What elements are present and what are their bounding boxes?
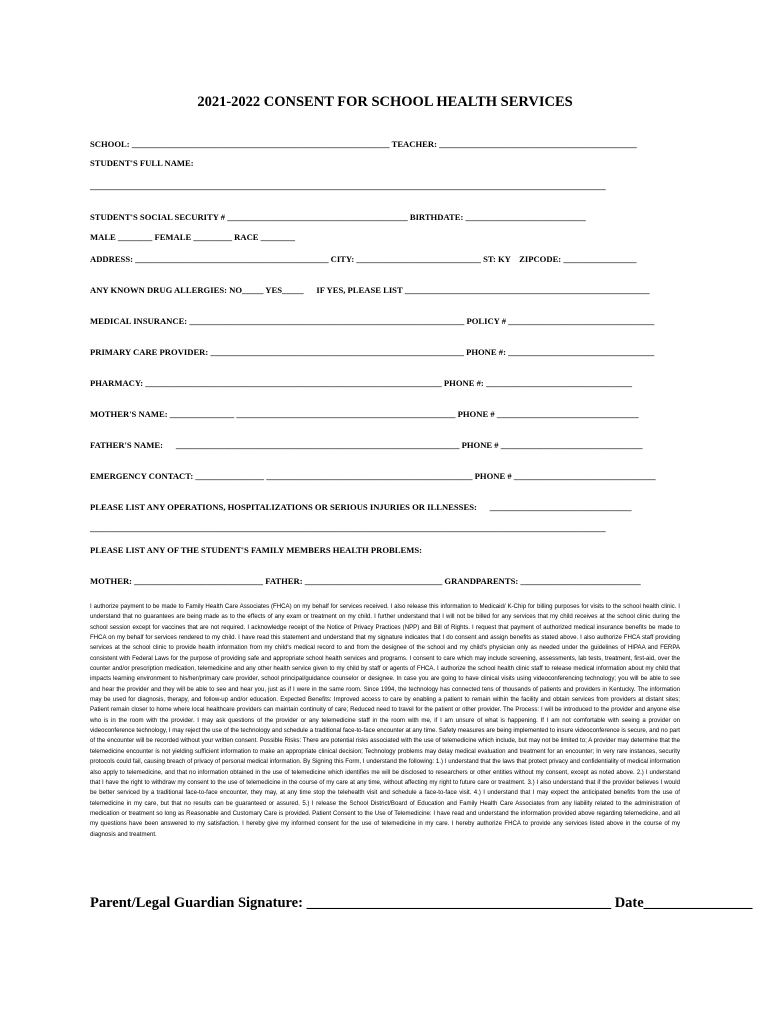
signature-line[interactable]: Parent/Legal Guardian Signature: __________________________________________ Date_______________ [90, 895, 753, 911]
family-members-line[interactable]: MOTHER: ______________________________ FATHER: ________________________________ GRANDPARENTS: ____________________________ [90, 576, 641, 586]
ssn-birthdate-line[interactable]: STUDENT'S SOCIAL SECURITY # __________________________________________ BIRTHDATE: ____________________________ [90, 212, 586, 222]
mother-name-line[interactable]: MOTHER'S NAME: _______________ ___________________________________________________ PHONE # _________________________________ [90, 409, 639, 419]
allergies-line[interactable]: ANY KNOWN DRUG ALLERGIES: NO_____ YES_____ IF YES, PLEASE LIST _________________________________________________________ [90, 285, 650, 295]
operations-field[interactable]: ________________________________________________________________________________________________________________________ [90, 523, 606, 533]
insurance-line[interactable]: MEDICAL INSURANCE: ________________________________________________________________ POLICY # __________________________________ [90, 316, 655, 326]
school-teacher-line[interactable]: SCHOOL: ____________________________________________________________ TEACHER: ______________________________________________ [90, 139, 637, 149]
emergency-contact-line[interactable]: EMERGENCY CONTACT: ________________ ________________________________________________ PHONE # _________________________________ [90, 471, 656, 481]
document-title: 2021-2022 CONSENT FOR SCHOOL HEALTH SERVICES [197, 94, 573, 110]
gender-race-line[interactable]: MALE ________ FEMALE _________ RACE ________ [90, 232, 296, 242]
pharmacy-line[interactable]: PHARMACY: _____________________________________________________________________ PHONE #: __________________________________ [90, 378, 633, 388]
father-name-line[interactable]: FATHER'S NAME: __________________________________________________________________ PHONE # _________________________________ [90, 440, 643, 450]
family-health-label: PLEASE LIST ANY OF THE STUDENT'S FAMILY MEMBERS HEALTH PROBLEMS: [90, 545, 422, 555]
primary-care-line[interactable]: PRIMARY CARE PROVIDER: ___________________________________________________________ PHONE #: __________________________________ [90, 347, 655, 357]
student-name-field[interactable]: ________________________________________________________________________________________________________________________ [90, 181, 606, 191]
student-name-label: STUDENT'S FULL NAME: [90, 158, 194, 168]
address-line[interactable]: ADDRESS: _____________________________________________ CITY: _____________________________ ST: KY ZIPCODE: _________________ [90, 254, 637, 264]
operations-line[interactable]: PLEASE LIST ANY OPERATIONS, HOSPITALIZATIONS OR SERIOUS INJURIES OR ILLNESSES: _________________________________ [90, 502, 632, 512]
consent-paragraph: I authorize payment to be made to Family Health Care Associates (FHCA) on my behalf for services received. I also release this information to Medicaid/ K-Chip for billing purposes for visits to the school health clinic. I understand that no guarantees are being made as to the effects of any exam or treatment on my child. I further understand that I will not be billed for any services that my child receives at the school clinic during the school session except for vaccines that are not required. I acknowledge receipt of the Notice of Privacy Practices (NPP) and Bill of Rights. I request that payment of authorized medical insurance benefits be made to FHCA on my behalf for services rendered to my child. I have read this statement and understand that my signature indicates that I do consent and assign benefits as stated above. I also authorize FHCA staff providing services at the school clinic to provide health information from my child's medical record to and from the designee of the school and my child's physician only as needed under the guidelines of HIPAA and FERPA consistent with Federal Laws for the purpose of providing safe and appropriate school health services and programs. I consent to care which may include screening, assessments, lab tests, treatment, first-aid, over the counter and/or prescription medication, telemedicine and any other health service given to my child by staff or agents of FHCA. I authorize the school health clinic staff to release medical information about my child that impacts learning environment to his/her/primary care provider, school principal/guidance counselor or designee. In case you are going to have clinical visits using videoconferencing technology; you will be able to see and hear the provider and they will be able to see and hear you, just as if I were in the same room. Since 1994, the technology has connected tens of thousands of patients and providers in Kentucky. The information may be used for diagnosis, therapy, and follow-up and/or education. Expected Benefits: Improved access to care by enabling a patient to remain within the facility and obtain services from providers at distant sites; Patient remain closer to home where local healthcare providers can maintain continuity of care; Reduced need to travel for the patient or other provider. The Process: I will be introduced to the provider and anyone else who is in the room with the provider. I may ask questions of the provider or any telemedicine staff in the room with me, if I am unsure of what is happening. If I am not comfortable with seeing a provider on videoconference technology, I may reject the use of the technology and schedule a traditional face-to-face encounter at any time. Safety measures are being implemented to insure videoconference is secure, and no part of the encounter will be recorded without your written consent. Possible Risks: There are potential risks associated with the use of telemedicine which include, but may not be limited to; A provider may determine that the telemedicine encounter is not yielding sufficient information to make an appropriate clinical decision; Technology problems may delay medical evaluation and treatment for an encounter; In very rare instances, security protocols could fail, causing breach of privacy of personal medical information. By Signing this Form, I understand the following: 1.) I understand that the laws that protect privacy and confidentiality of medical information also apply to telemedicine, and that no information obtained in the use of telemedicine which identifies me will be disclosed to researchers or other entities without my consent, except as noted above. 2.) I understand that I have the right to withdraw my consent to the use of telemedicine in the course of my care at any time, without affecting my right to future care or treatment. 3.) I also understand that if the provider believes I would be better serviced by a traditional face-to-face encounter, they may, at any time stop the telehealth visit and schedule a face-to-face visit. 4.) I understand that I may expect the anticipated benefits from the use of telemedicine in my care, but that no results can be guaranteed or assured. 5.) I release the School District/Board of Education and Family Health Care Associates from any liability related to the administration of medication or treatment so long as Reasonable and Customary Care is provided. Patient Consent to the Use of Telemedicine: I have read and understand the information provided above regarding telemedicine, and all my questions have been answered to my satisfaction. I hereby give my informed consent for the use of telemedicine in my care. I hereby authorize FHCA to provide any services listed above in the course of my diagnosis and treatment. [90, 603, 680, 838]
